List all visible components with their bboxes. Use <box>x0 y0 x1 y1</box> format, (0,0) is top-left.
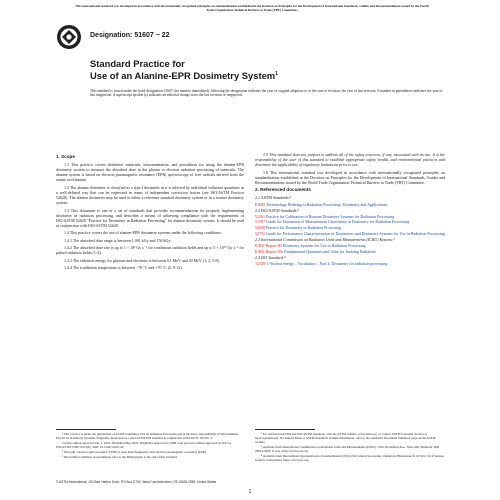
footnote: ¹ This practice is under the jurisdiction of ASTM Committee E61 on Radiation Processing and is the direct responsibility of Subcommittee E61.02 on Dosimetry Systems. Originally developed as a joint ASTM/ISO standard in conjunction with ISO/TC 85/WG 3. <box>56 432 239 440</box>
ref-title: Nuclear energy – Vocabulary – Part 4: Dosimetry for radiation processing <box>269 260 388 266</box>
ref-code: ICRU Report 80 <box>255 242 282 248</box>
ref-item[interactable] <box>255 249 445 254</box>
paragraph-1-4-1: 1.4.1 The absorbed dose range is between 1.001 kGy and 150 kGy. <box>64 237 172 243</box>
ref-code: 51707 <box>255 219 265 225</box>
footnote: ² For referenced ASTM and ISO/ASTM standards, visit the ASTM website, www.astm.org, or contact ASTM Customer Service at service@astm.org. For Annual Book of ASTM Standards volume information, refer to the standard's Document Summary page on the ASTM website. <box>255 432 436 444</box>
ref-title: Dosimetry Systems for Use in Radiation Processing <box>282 242 366 248</box>
ref-title: Guide for Performance Characterization of Dosimeters and Dosimetry Systems for Use in Radiation Processing <box>266 230 445 236</box>
paragraph-1-5: 1.5 This standard does not purport to address all of the safety concerns, if any, associated with its use. It is the responsibility of the user of this standard to establish appropriate safety, health, and environmental practices and determine the applicability of regulatory limitations prior to use. <box>255 152 445 168</box>
ref-code: E3083 <box>255 201 266 207</box>
astm-standards-heading: 2.1 ASTM Standards:² <box>255 195 291 201</box>
ref-code: 52701 <box>255 230 265 236</box>
ref-item[interactable] <box>255 225 445 230</box>
ref-title: Practice for Calibration of Routine Dosimetry Systems for Radiation Processing <box>266 213 395 219</box>
page-number: 1 <box>248 489 252 495</box>
ref-item[interactable] <box>255 219 445 224</box>
ref-title: Guide for Estimation of Measurement Uncertainty in Dosimetry for Radiation Processing <box>266 219 410 225</box>
scope-heading: 1. Scope <box>56 154 75 159</box>
ref-code: 51261 <box>255 213 265 219</box>
ref-title: Terminology Relating to Radiation Processing: Dosimetry and Applications <box>266 201 388 207</box>
ref-item[interactable] <box>255 214 445 219</box>
ref-title: Fundamental Quantities and Units for Ionizing Radiation <box>284 248 376 254</box>
ref-item[interactable] <box>255 202 445 207</box>
title-line-2 <box>90 69 450 81</box>
footnote-divider-right <box>255 429 315 430</box>
designation-label: Designation: 51607 − 22 <box>90 32 170 39</box>
copyright-line: © ASTM International, 100 Barr Harbor Drive, PO Box C700, West Conshohocken, PA 19428-2959. United States <box>56 480 217 484</box>
ref-code: ICRU Report 85a <box>255 248 284 254</box>
paragraph-1-4-2: 1.4.2 The absorbed dose rate is up to 1 × 10² Gy s⁻¹ for continuous radiation fields and up to 5 × 10¹⁰ Gy s⁻¹ for pulsed radiation fields (1-4). <box>56 245 244 256</box>
ref-code: 12749-1 <box>255 260 269 266</box>
footnote: ³ Available from International Commission on Radiation Units and Measurements (ICRU), 7910 Woodmont Ave., Suite 400, Bethesda, MD 20814-3095, U.S.A., http://www.icru.org. <box>255 445 439 453</box>
title-footnote-mark: 1 <box>275 71 278 77</box>
left-column <box>56 152 244 273</box>
ref-item[interactable] <box>255 243 445 248</box>
paragraph-1-6: 1.6 This international standard was developed in accordance with internationally recognized principles on standardization established in the Decision on Principles for the Development of International Standards, Guides and Recommendations issued by the World Trade Organization Technical Barriers to Trade (TBT) Committee. <box>255 169 445 185</box>
footnotes-right <box>255 432 445 463</box>
paragraph-1-4-4: 1.4.4 The irradiation temperature is between −78 °C and +70 °C (2, 9-12). <box>64 265 183 271</box>
astm-logo <box>56 24 82 50</box>
title-text: Use of an Alanine-EPR Dosimetry System <box>90 70 276 82</box>
paragraph-1-4-3: 1.4.3 The radiation energy for photons and electrons is between 0.1 MeV and 30 MeV (1, 2, 5-8). <box>64 257 220 263</box>
ref-code: 52628 <box>255 225 265 231</box>
ref-title: Practice for Dosimetry in Radiation Processing <box>266 225 342 231</box>
wto-notice: This international standard was developed in accordance with internationally recognized principles on standardization established in the Decision on Principles for the Development of International Standards, Guides and Recommendations issued by the World Trade Organization Technical Barriers to Trade (TBT) Committee. <box>75 4 429 12</box>
isoastm-standards-heading: 2.2 ISO/ASTM Standards:² <box>255 207 299 213</box>
paragraph-1-1: 1.1 This practice covers dosimeter materials, instrumentation, and procedures for using the alanine-EPR dosimetry system to measure the absorbed dose in the photon or electron radiation processing of materials. The alanine system is based on electron paramagnetic resonance (EPR) spectroscopy of free radicals derived from the amino acid alanine. <box>56 162 244 183</box>
paragraph-1-4: 1.4 This practice covers the use of alanine-EPR dosimetry systems under the following conditions: <box>64 230 222 236</box>
iso-standard-heading: 2.4 ISO Standard:⁴ <box>255 254 286 260</box>
paragraph-1-3: 1.3 This document is one of a set of standards that provides recommendations for properly implementing dosimetry in radiation processing, and describes a means of achieving compliance with the requirements of ISO/ASTM 52628 "Practice for Dosimetry in Radiation Processing" for alanine dosimetry system. It should be read in conjunction with ISO/ASTM 52628. <box>56 207 244 228</box>
footnote: ³ The boldface numbers in parentheses refer to the bibliography at the end of this standard. <box>62 455 178 459</box>
issue-note: This standard is issued under the fixed designation 51607; the number immediately following the designation indicates the year of original adoption or, in the case of revision, the year of last revision. A number in parentheses indicates the year of last reapproval. A superscript epsilon (ε) indicates an editorial change since the last revision or reapproval. <box>90 89 443 98</box>
right-column <box>255 152 445 267</box>
title-line-1: Standard Practice for <box>90 58 185 69</box>
referenced-documents-heading: 2. Referenced documents <box>255 187 311 193</box>
ref-item[interactable] <box>255 261 445 266</box>
footnote: ² The term "electron spin resonance" (ESR) is used interchangeably with electron paramagnetic resonance (EPR). <box>62 450 207 454</box>
footnote-divider-left <box>56 429 116 430</box>
document-title <box>90 58 450 81</box>
footnotes-left <box>56 432 244 460</box>
footnote: Current edition approved Jan. 1, 2022. Published May 2024. Originally approved in 1998. Last previous edition approved in 2013 as ISO/ASTM 51607:2013(E). DOI: 10.1520/51607-22. <box>56 441 232 449</box>
ref-item[interactable] <box>255 231 445 236</box>
icru-reports-heading: 2.3 International Commission on Radiation Units and Measurements (ICRU) Reports:³ <box>255 236 395 242</box>
footnote: ⁴ Available from International Organization for Standardization (ISO), ISO Central Secretariat, Chemin de Blandonnet 8, CP 401, 1214 Vernier, Geneva, Switzerland, https://www.iso.org. <box>255 454 445 462</box>
paragraph-1-2: 1.2 The alanine dosimeter is classified as a type I dosimeter as it is affected by individual influence quantities in a well-defined way that can be expressed in terms of independent correction factors (see ISO/ASTM Practice 52628). The alanine dosimeter may be used in either a reference standard dosimetry system or in a routine dosimetry system. <box>56 184 244 206</box>
